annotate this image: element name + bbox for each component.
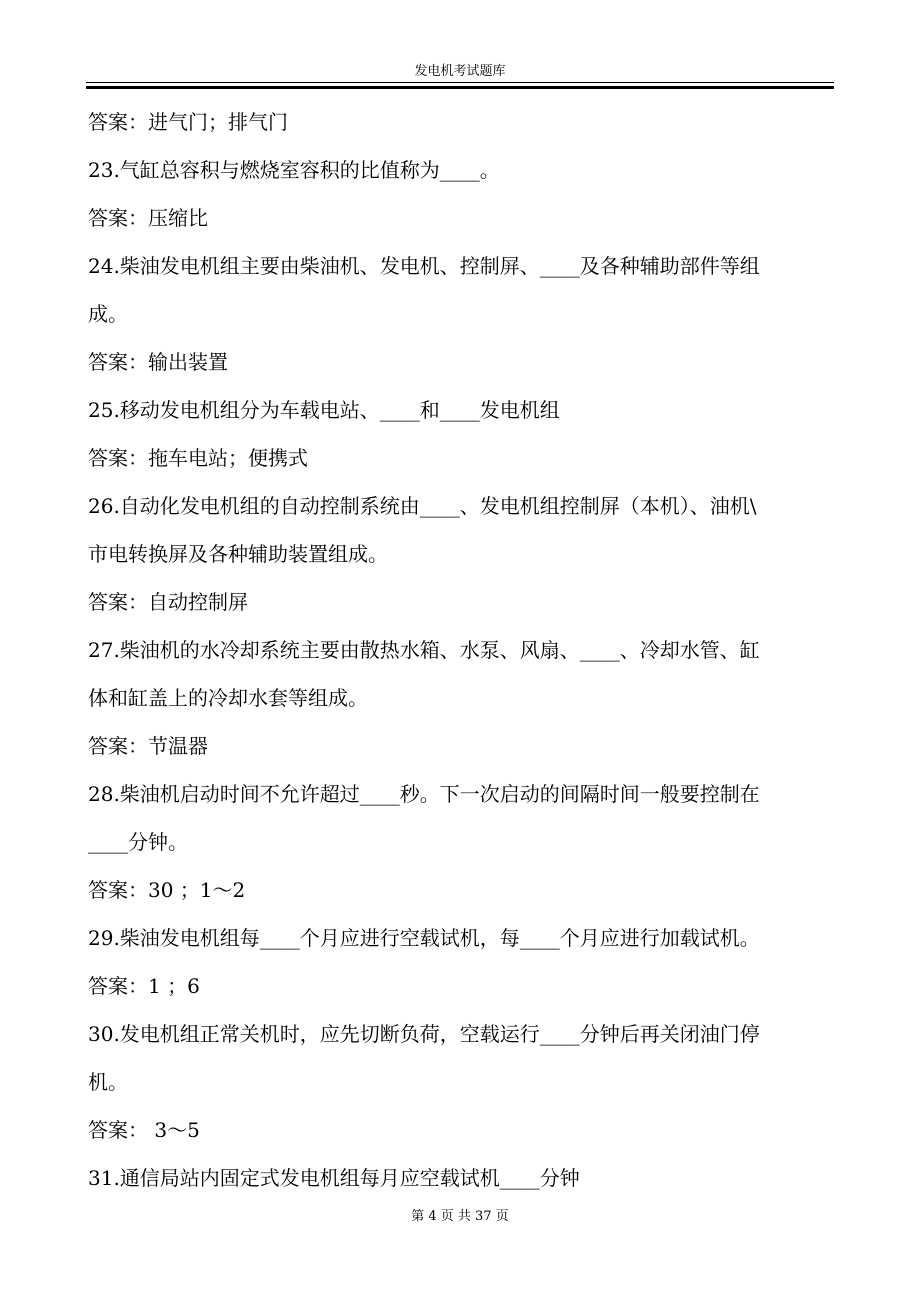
text-line: 体和缸盖上的冷却水套等组成。	[88, 686, 368, 710]
text-line: 答案：压缩比	[88, 206, 208, 230]
text-line: 答案：自动控制屏	[88, 590, 248, 614]
text-line: 25.移动发电机组分为车载电站、____和____发电机组	[88, 398, 560, 422]
text-line: 答案：1 ；6	[88, 974, 200, 998]
header-rule-thick	[86, 86, 834, 89]
text-line: 27.柴油机的水冷却系统主要由散热水箱、水泵、风扇、____、冷却水管、缸	[88, 638, 760, 662]
document-body	[88, 98, 820, 1202]
text-line: 答案：拖车电站；便携式	[88, 446, 308, 470]
text-line: 答案：30 ；1～2	[88, 878, 246, 902]
text-line: 24.柴油发电机组主要由柴油机、发电机、控制屏、____及各种辅助部件等组	[88, 254, 760, 278]
text-line: 23.气缸总容积与燃烧室容积的比值称为____。	[88, 158, 500, 182]
text-line: 28.柴油机启动时间不允许超过____秒。下一次启动的间隔时间一般要控制在	[88, 782, 760, 806]
text-line: 机。	[88, 1070, 128, 1094]
text-line: 26.自动化发电机组的自动控制系统由____、发电机组控制屏（本机）、油机\	[88, 494, 757, 518]
text-line: 29.柴油发电机组每____个月应进行空载试机，每____个月应进行加载试机。	[88, 926, 760, 950]
text-line: 市电转换屏及各种辅助装置组成。	[88, 542, 388, 566]
text-line: 答案： 3～5	[88, 1118, 200, 1142]
header-rule-thin	[86, 82, 834, 83]
text-line: 成。	[88, 302, 128, 326]
text-line: 答案：输出装置	[88, 350, 228, 374]
text-line: 答案：节温器	[88, 734, 208, 758]
text-line: 答案：进气门；排气门	[88, 110, 288, 134]
page-header: 发电机考试题库	[414, 64, 506, 79]
page-number-footer: 第 4 页 共 37 页	[411, 1209, 509, 1224]
text-line: ____分钟。	[88, 830, 188, 854]
text-line: 31.通信局站内固定式发电机组每月应空载试机____分钟	[88, 1166, 580, 1190]
text-line: 30.发电机组正常关机时，应先切断负荷，空载运行____分钟后再关闭油门停	[88, 1022, 760, 1046]
